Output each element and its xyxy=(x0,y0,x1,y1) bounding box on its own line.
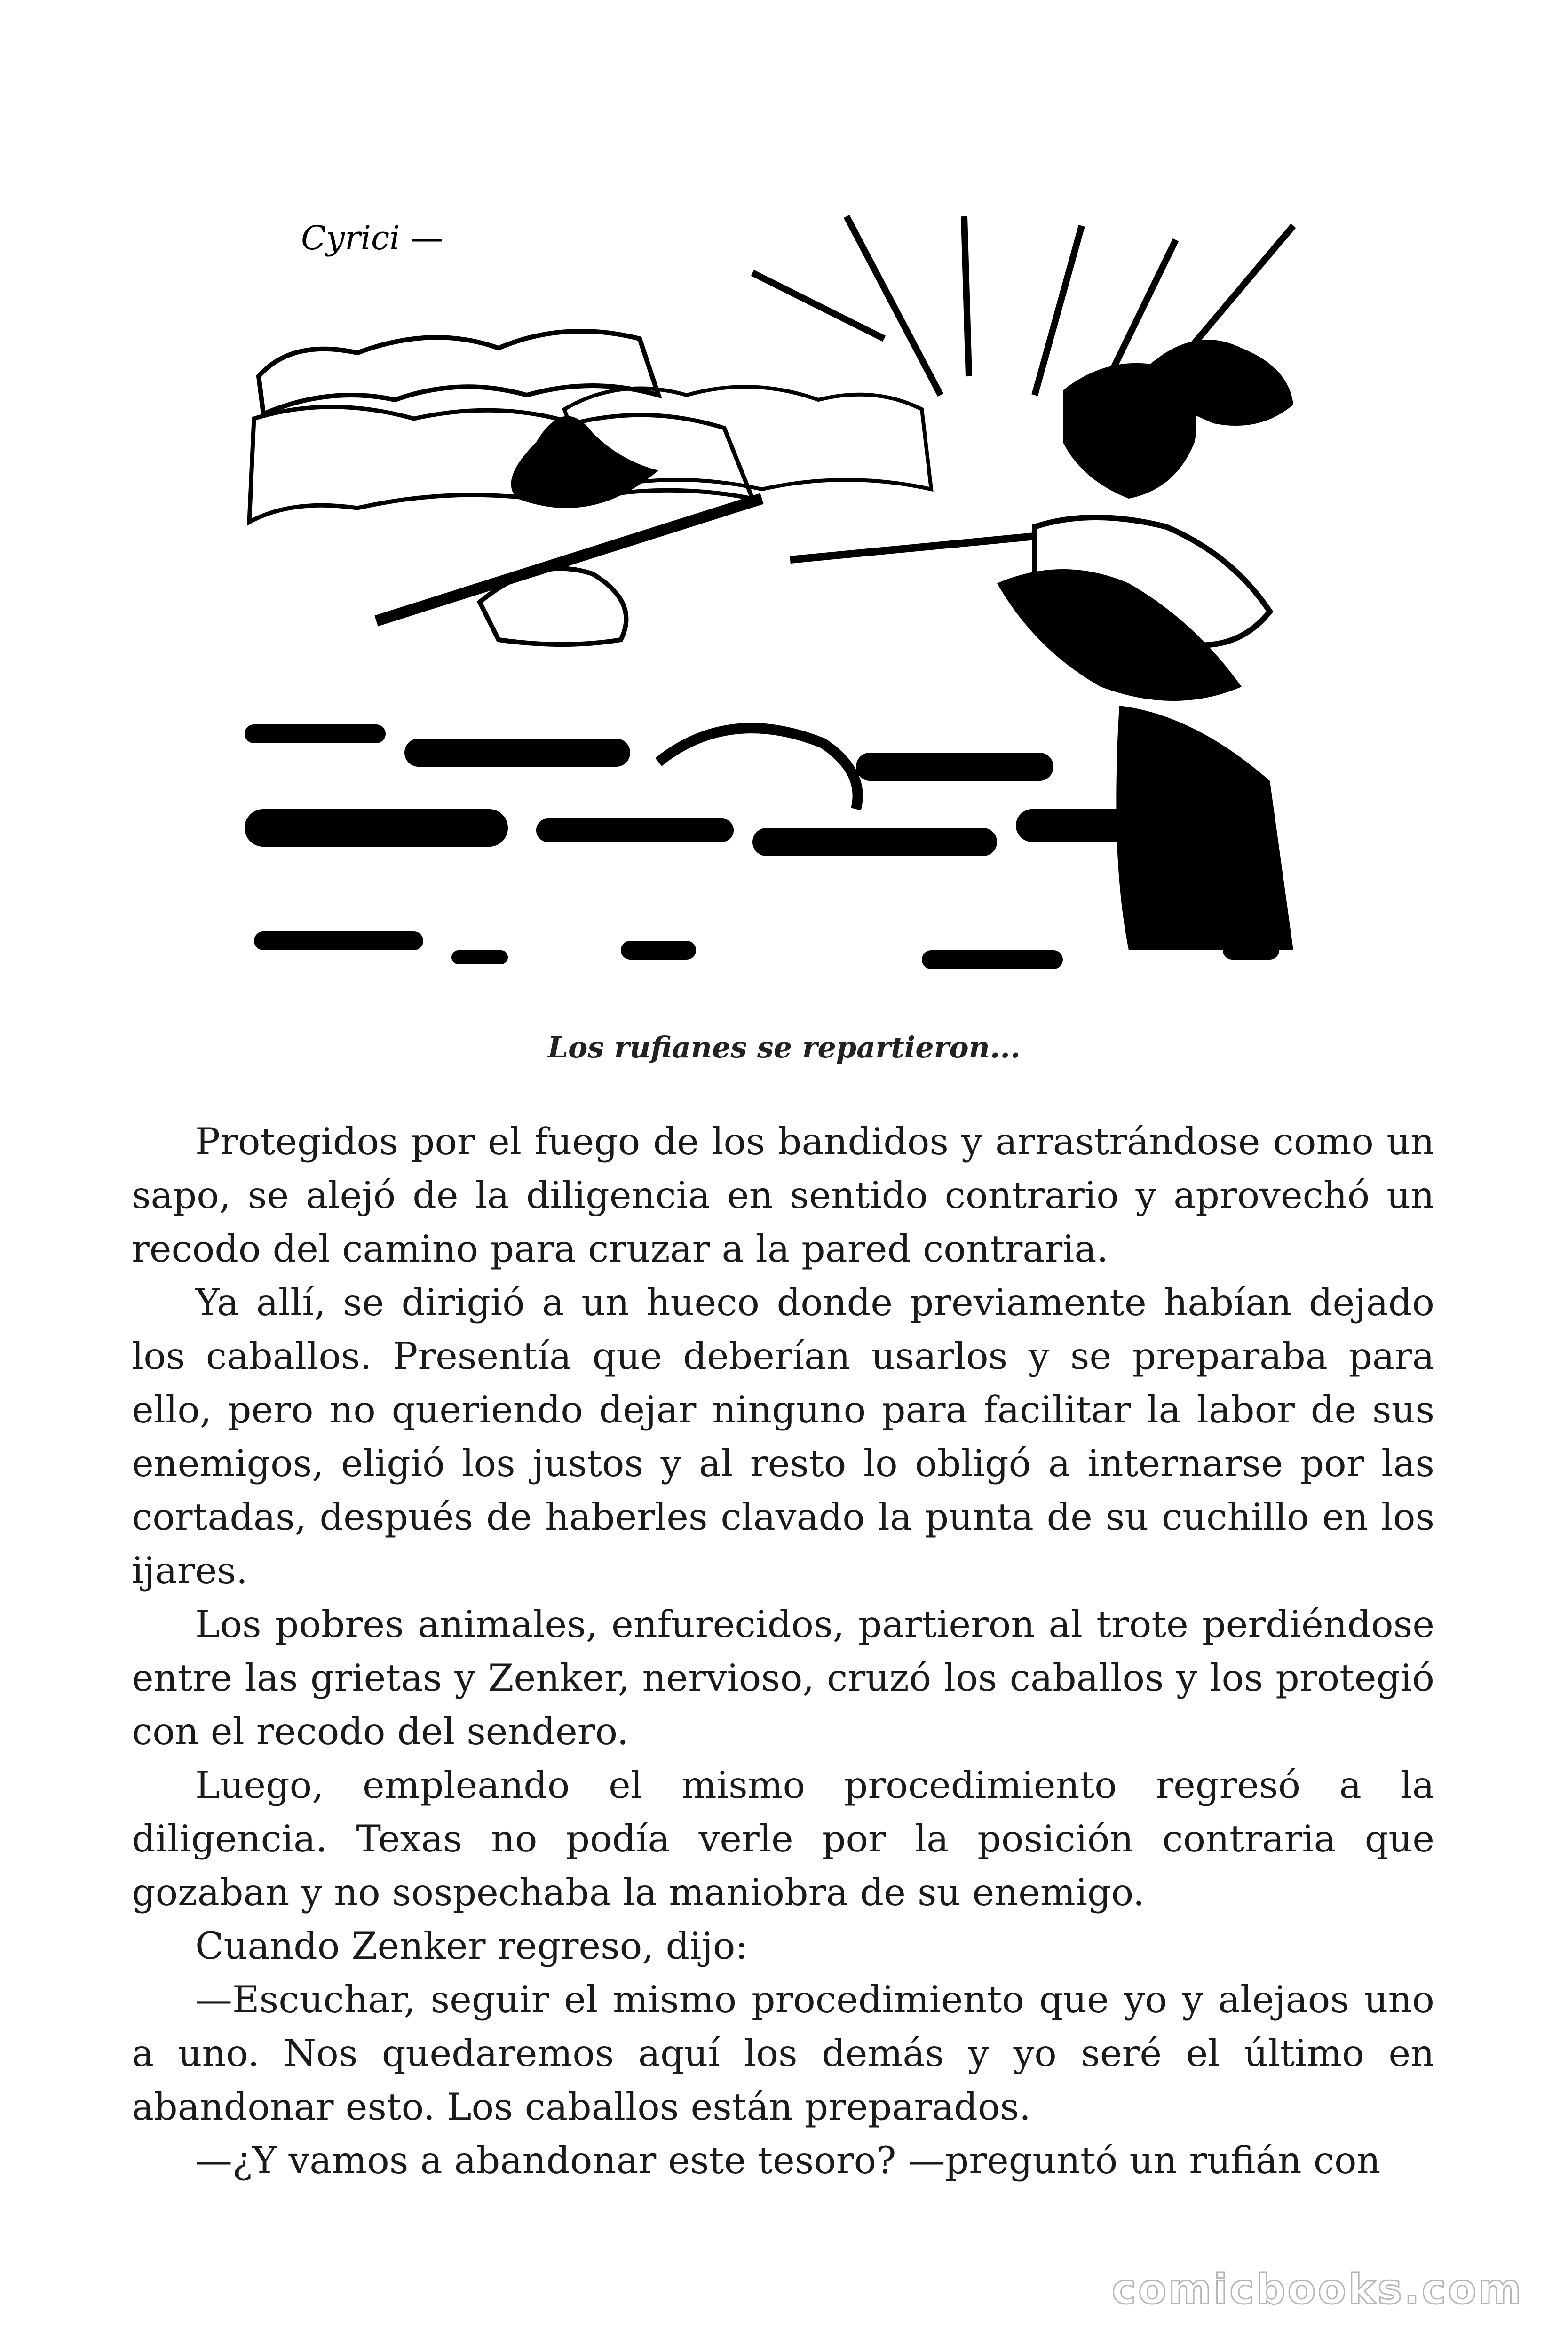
artist-signature: Cyrici — xyxy=(301,219,443,257)
watermark: comicbooks.com xyxy=(1111,2265,1523,2313)
paragraph: Cuando Zenker regreso, dijo: xyxy=(195,1924,748,1968)
paragraph: Ya allí, se dirigió a un hueco donde previamente habían dejado los caballos. Presentía que deberían usarlos y se preparaba para ello, pero no queriendo dejar ninguno para facilitar la labor de sus enemigos, eligió los justos y al resto lo obligó a internarse por las cortadas, después de haberles clavado la punta de su cuchillo en los ijares. xyxy=(132,1281,1434,1592)
paragraph: Luego, empleando el mismo procedimiento regresó a la diligencia. Texas no podía verle por la posición contraria que gozaban y no sospechaba la maniobra de su enemigo. xyxy=(132,1764,1434,1914)
comic-illustration xyxy=(235,198,1317,1016)
body-text xyxy=(132,1115,1434,2187)
bandits-ambush-drawing xyxy=(235,198,1317,1016)
illustration-caption: Los rufianes se repartieron... xyxy=(547,1030,1021,1065)
paragraph: —Escuchar, seguir el mismo procedimiento que yo y alejaos uno a uno. Nos quedaremos aquí los demás y yo seré el último en abandonar esto. Los caballos están preparados. xyxy=(132,1978,1434,2129)
paragraph: —¿Y vamos a abandonar este tesoro? —preguntó un rufián con xyxy=(195,2139,1381,2182)
paragraph: Protegidos por el fuego de los bandidos y arrastrándose como un sapo, se alejó de la diligencia en sentido contrario y aprovechó un recodo del camino para cruzar a la pared contraria. xyxy=(132,1120,1434,1271)
paragraph: Los pobres animales, enfurecidos, partieron al trote perdiéndose entre las grietas y Zenker, nervioso, cruzó los caballos y los protegió con el recodo del sendero. xyxy=(132,1603,1434,1753)
